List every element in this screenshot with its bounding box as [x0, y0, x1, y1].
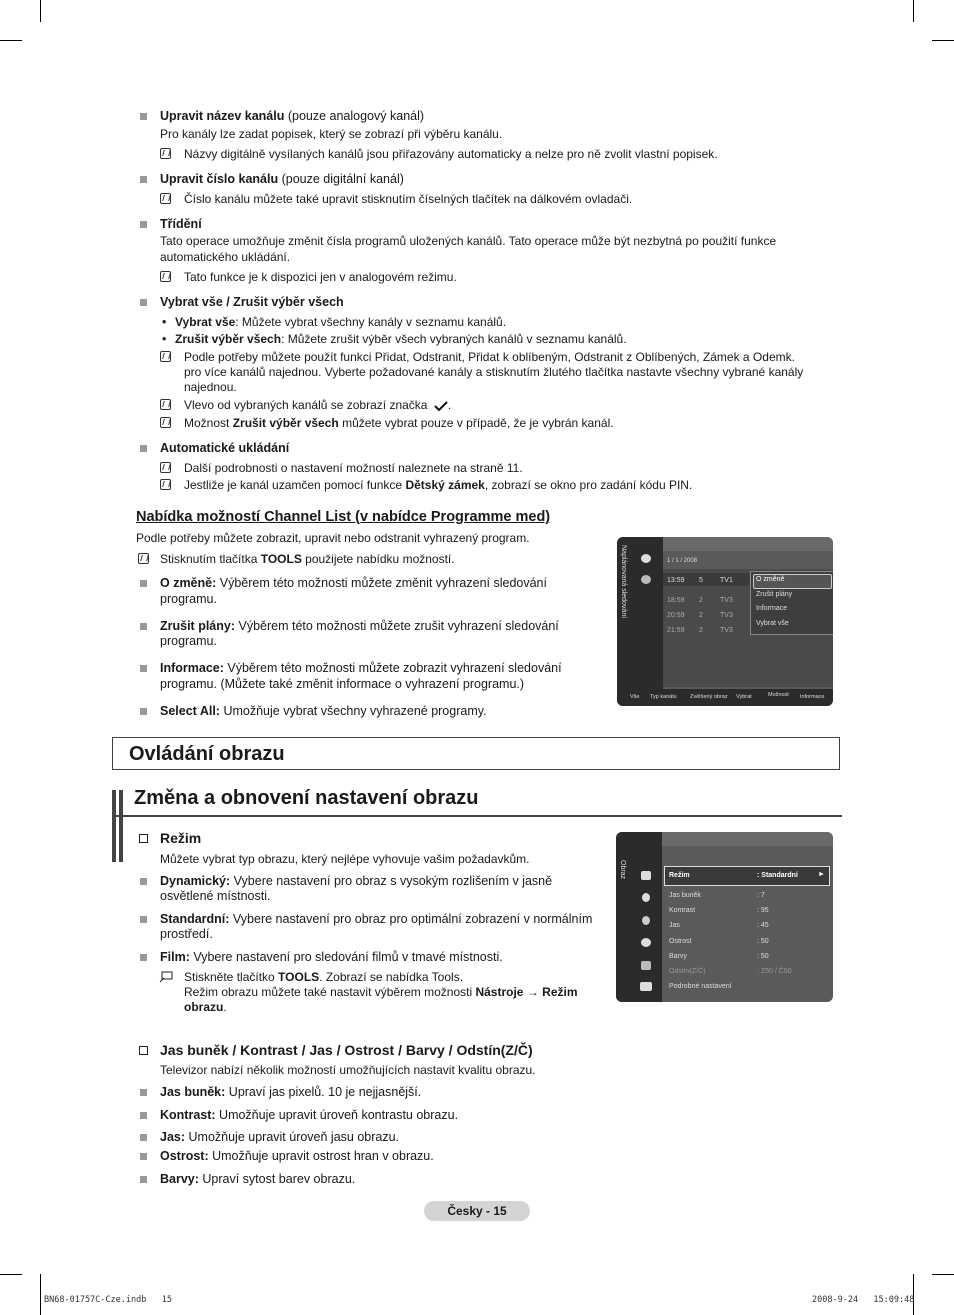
section-title: Ovládání obrazu	[129, 743, 285, 765]
select-all-note1-l2: pro více kanálů najednou. Vyberte požadované kanály a stisknutím žlutého tlačítka nastavte všechny vybrané kanály	[184, 365, 804, 379]
sort-desc-line1: Tato operace umožňuje změnit čísla programů uložených kanálů. Tato operace může být nezbytná po použití funkce	[160, 234, 777, 248]
sort-note: Tato funkce je k dispozici jen v analogovém režimu.	[184, 270, 457, 284]
picture-row-label: Odstín(Z/Č)	[669, 968, 706, 975]
note-icon	[138, 553, 149, 564]
note-icon	[160, 399, 171, 410]
picture-row-label[interactable]: Ostrost	[669, 938, 692, 945]
note-icon	[160, 148, 171, 159]
crop-mark	[40, 1274, 41, 1315]
popup-item-info[interactable]: Informace	[756, 605, 788, 612]
options-item-change: O změně: Výběrem této možnosti můžete změnit vyhrazení sledování	[160, 576, 547, 590]
screen-row-ch: 2	[699, 627, 703, 634]
bullet-square	[140, 878, 147, 885]
edit-number-note: Číslo kanálu můžete také upravit stisknutím číselných tlačítek na dálkovém ovladači.	[184, 192, 633, 206]
picture-row-label[interactable]: Barvy	[669, 953, 687, 960]
tools-icon	[159, 971, 173, 983]
select-all-note3: Možnost Zrušit výběr všech můžete vybrat pouze v případě, že je vybrán kanál.	[184, 416, 614, 430]
picture-row-label[interactable]: Jas	[669, 922, 680, 929]
cells-heading: Jas buněk / Kontrast / Jas / Ostrost / Barvy / Odstín(Z/Č)	[160, 1042, 533, 1058]
options-item-cancel: Zrušit plány: Výběrem této možnosti můžete zrušit vyhrazení sledování	[160, 619, 559, 633]
sort-desc-line2: automatického ukládání.	[160, 250, 291, 264]
note-icon	[160, 462, 171, 473]
mode-item-standard: Standardní: Vybere nastavení pro obraz pro optimální zobrazení v normálním	[160, 912, 593, 926]
bullet-square	[140, 445, 147, 452]
screen-row-name: TV3	[720, 612, 733, 619]
picture-row-label[interactable]: Kontrast	[669, 907, 696, 914]
popup-item-change[interactable]: O změně	[756, 576, 785, 583]
bullet-square	[140, 1089, 147, 1096]
options-item-change-l2: programu.	[160, 592, 217, 606]
bullet-square	[140, 954, 147, 961]
options-item-select-all: Select All: Umožňuje vybrat všechny vyhrazené programy.	[160, 704, 487, 718]
picture-screen	[616, 832, 833, 1002]
heart-icon	[641, 554, 651, 563]
note-icon	[160, 193, 171, 204]
footer-info: Informace	[800, 694, 825, 700]
note-icon	[160, 271, 171, 282]
mode-heading: Režim	[160, 830, 202, 846]
footer-all: Vše	[630, 694, 640, 700]
screen-date: 1 / 1 / 2008	[667, 558, 698, 564]
options-heading: Nabídka možností Channel List (v nabídce Programme med)	[136, 509, 551, 525]
select-all-title: Vybrat vše / Zrušit výběr všech	[160, 295, 344, 309]
mode-tools-l2: Režim obrazu můžete také nastavit výběrem možnosti Nástroje → Režim	[184, 985, 578, 999]
screen-row-time: 21:59	[667, 627, 685, 634]
checkmark-icon	[434, 401, 448, 411]
crop-mark	[932, 1274, 954, 1275]
screen-row-ch: 5	[699, 577, 703, 584]
application-icon	[640, 982, 652, 991]
screen-side-label: Naplánovaná sledování	[620, 545, 627, 619]
screen-row-name: TV3	[720, 627, 733, 634]
bullet-square	[140, 113, 147, 120]
auto-store-note2: Jestliže je kanál uzamčen pomocí funkce Dětský zámek, zobrazí se okno pro zadání kódu PIN.	[184, 478, 693, 492]
crop-mark	[913, 0, 914, 22]
screen-header	[663, 537, 833, 551]
note-icon	[160, 417, 171, 428]
mode-desc: Můžete vybrat typ obrazu, který nejlépe vyhovuje vašim požadavkům.	[160, 852, 530, 866]
cells-item-sharpness: Ostrost: Umožňuje upravit ostrost hran v obrazu.	[160, 1149, 434, 1163]
bullet-square	[140, 176, 147, 183]
select-all-note1-l1: Podle potřeby můžete použít funkci Přidat, Odstranit, Přidat k oblíbeným, Odstranit z Oblíbených, Zámek a Odemk.	[184, 350, 795, 364]
picture-row-value[interactable]: : 95	[757, 907, 769, 914]
crop-mark	[0, 40, 22, 41]
bullet-square	[140, 221, 147, 228]
options-note: Stisknutím tlačítka TOOLS použijete nabídku možností.	[160, 552, 455, 566]
mode-item-standard-l2: prostředí.	[160, 927, 213, 941]
mode-item-dynamic: Dynamický: Vybere nastavení pro obraz s vysokým rozlišením v jasně	[160, 874, 553, 888]
bullet-square	[140, 916, 147, 923]
bullet-dot: •	[162, 315, 167, 329]
bullet-square	[140, 665, 147, 672]
screen-row-name: TV3	[720, 597, 733, 604]
select-all-b2: Zrušit výběr všech: Můžete zrušit výběr všech vybraných kanálů v seznamu kanálů.	[175, 332, 627, 346]
mode-item-dynamic-l2: osvětlené místnosti.	[160, 889, 271, 903]
subsection-title-box	[112, 787, 842, 817]
sort-title: Třídění	[160, 217, 202, 231]
bullet-square	[140, 1176, 147, 1183]
sound-icon	[642, 893, 650, 902]
bullet-square	[140, 580, 147, 587]
options-desc: Podle potřeby můžete zobrazit, upravit nebo odstranit vyhrazený program.	[136, 531, 530, 545]
cells-item-color: Barvy: Upraví sytost barev obrazu.	[160, 1172, 356, 1186]
picture-row-value[interactable]: : Standardní	[757, 872, 798, 879]
bullet-square	[140, 299, 147, 306]
cells-desc: Televizor nabízí několik možností umožňujících nastavit kvalitu obrazu.	[160, 1063, 536, 1077]
picture-row-value[interactable]: : 50	[757, 953, 769, 960]
select-all-note1-l3: najednou.	[184, 380, 237, 394]
edit-name-title: Upravit název kanálu (pouze analogový kanál)	[160, 109, 425, 123]
cells-item-contrast: Kontrast: Umožňuje upravit úroveň kontrastu obrazu.	[160, 1108, 459, 1122]
cells-item-brightness: Jas: Umožňuje upravit úroveň jasu obrazu.	[160, 1130, 400, 1144]
note-icon	[160, 351, 171, 362]
picture-icon	[641, 871, 651, 880]
screen-header	[662, 832, 833, 846]
popup-item-select-all[interactable]: Vybrat vše	[756, 620, 789, 627]
cells-item-cell-light: Jas buněk: Upraví jas pixelů. 10 je nejjasnější.	[160, 1085, 422, 1099]
section-title-box	[112, 737, 840, 770]
mode-item-film: Film: Vybere nastavení pro sledování filmů v tmavé místnosti.	[160, 950, 503, 964]
crop-mark	[932, 40, 954, 41]
note-icon	[160, 479, 171, 490]
screen-side-label: Obraz	[619, 860, 626, 880]
bullet-square	[140, 623, 147, 630]
footer-type: Typ kanálu	[650, 694, 677, 700]
setup-icon	[641, 938, 651, 947]
crop-mark	[40, 0, 41, 22]
picture-row-value[interactable]: : 7	[757, 892, 765, 899]
screen-row-time: 20:59	[667, 612, 685, 619]
footer-timestamp: 2008-9-24 15:09:48	[812, 1295, 915, 1305]
select-all-note2: Vlevo od vybraných kanálů se zobrazí značka .	[184, 398, 452, 412]
schedule-screen	[617, 537, 833, 706]
subsection-title: Změna a obnovení nastavení obrazu	[134, 787, 479, 809]
screen-row-ch: 2	[699, 612, 703, 619]
crop-mark	[0, 1274, 22, 1275]
picture-row-label[interactable]: Režim	[669, 872, 690, 879]
auto-store-note1: Další podrobnosti o nastavení možností naleznete na straně 11.	[184, 461, 523, 475]
options-item-cancel-l2: programu.	[160, 634, 217, 648]
screen-row-name: TV1	[720, 577, 733, 584]
screen-sidebar	[616, 832, 662, 1002]
mode-tools-l3: obrazu.	[184, 1000, 227, 1014]
bullet-square	[140, 1134, 147, 1141]
options-item-info: Informace: Výběrem této možnosti můžete zobrazit vyhrazení sledování	[160, 661, 562, 675]
channel-icon	[642, 916, 650, 925]
picture-row-value[interactable]: : 45	[757, 922, 769, 929]
clock-icon	[641, 575, 651, 584]
footer-file: BN68-01757C-Cze.indb 15	[44, 1295, 172, 1305]
picture-row-label[interactable]: Podrobné nastavení	[669, 983, 732, 990]
edit-number-title: Upravit číslo kanálu (pouze digitální kanál)	[160, 172, 404, 186]
footer-select: Vybrat	[736, 694, 752, 700]
auto-store-title: Automatické ukládání	[160, 441, 290, 455]
footer-options: Možnost	[768, 692, 789, 698]
bullet-square	[140, 1153, 147, 1160]
screen-row-time: 13:59	[667, 577, 685, 584]
select-all-b1: Vybrat vše: Můžete vybrat všechny kanály v seznamu kanálů.	[175, 315, 507, 329]
bullet-square	[140, 708, 147, 715]
edit-name-note: Názvy digitálně vysílaných kanálů jsou přiřazovány automaticky a nelze pro ně zvolit vlastní popisek.	[184, 147, 718, 161]
popup-item-cancel[interactable]: Zrušit plány	[756, 591, 793, 598]
options-item-info-l2: programu. (Můžete také změnit informace o vyhrazení programu.)	[160, 677, 525, 691]
screen-row-time: 18:59	[667, 597, 685, 604]
bullet-square	[140, 1112, 147, 1119]
picture-row-label[interactable]: Jas buněk	[669, 892, 701, 899]
footer-zoom: Zvětšený obraz	[690, 694, 728, 700]
edit-name-desc: Pro kanály lze zadat popisek, který se zobrazí při výběru kanálu.	[160, 127, 503, 141]
input-icon	[641, 961, 651, 970]
picture-row-value: : Z50 / Č50	[757, 968, 792, 975]
screen-row-ch: 2	[699, 597, 703, 604]
checkbox-icon	[139, 834, 148, 843]
bullet-dot: •	[162, 332, 167, 346]
page-number: Česky - 15	[424, 1201, 530, 1221]
picture-row-value[interactable]: : 50	[757, 938, 769, 945]
mode-tools-l1: Stiskněte tlačítko TOOLS. Zobrazí se nabídka Tools.	[184, 970, 464, 984]
picture-row-arrow: ►	[818, 871, 825, 878]
checkbox-icon	[139, 1046, 148, 1055]
